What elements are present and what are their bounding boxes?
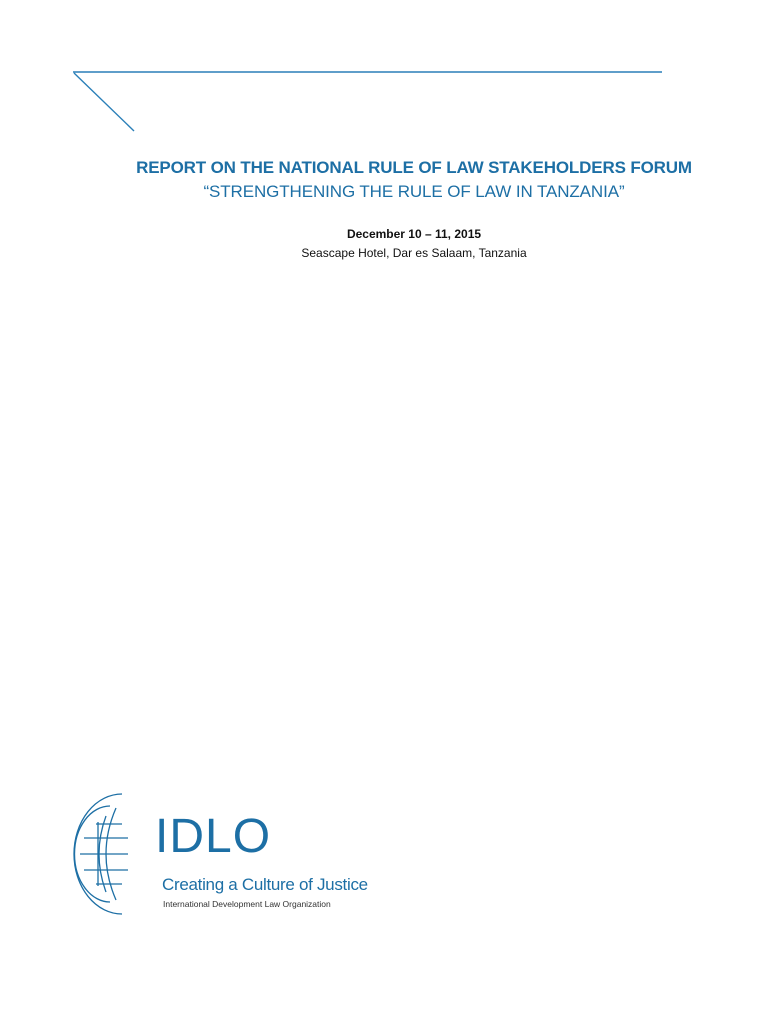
logo-tagline: Creating a Culture of Justice <box>162 875 368 894</box>
globe-icon <box>70 786 150 921</box>
idlo-logo <box>70 786 390 921</box>
event-date: December 10 – 11, 2015 <box>346 227 482 241</box>
logo-org-name: International Development Law Organization <box>163 899 331 909</box>
report-subtitle: “STRENGTHENING THE RULE OF LAW IN TANZANIA” <box>203 182 625 201</box>
report-title-block <box>0 156 768 204</box>
event-details <box>0 225 768 263</box>
report-title: REPORT ON THE NATIONAL RULE OF LAW STAKEHOLDERS FORUM <box>136 158 692 177</box>
event-venue: Seascape Hotel, Dar es Salaam, Tanzania <box>301 246 527 260</box>
logo-wordmark: IDLO <box>155 810 272 863</box>
